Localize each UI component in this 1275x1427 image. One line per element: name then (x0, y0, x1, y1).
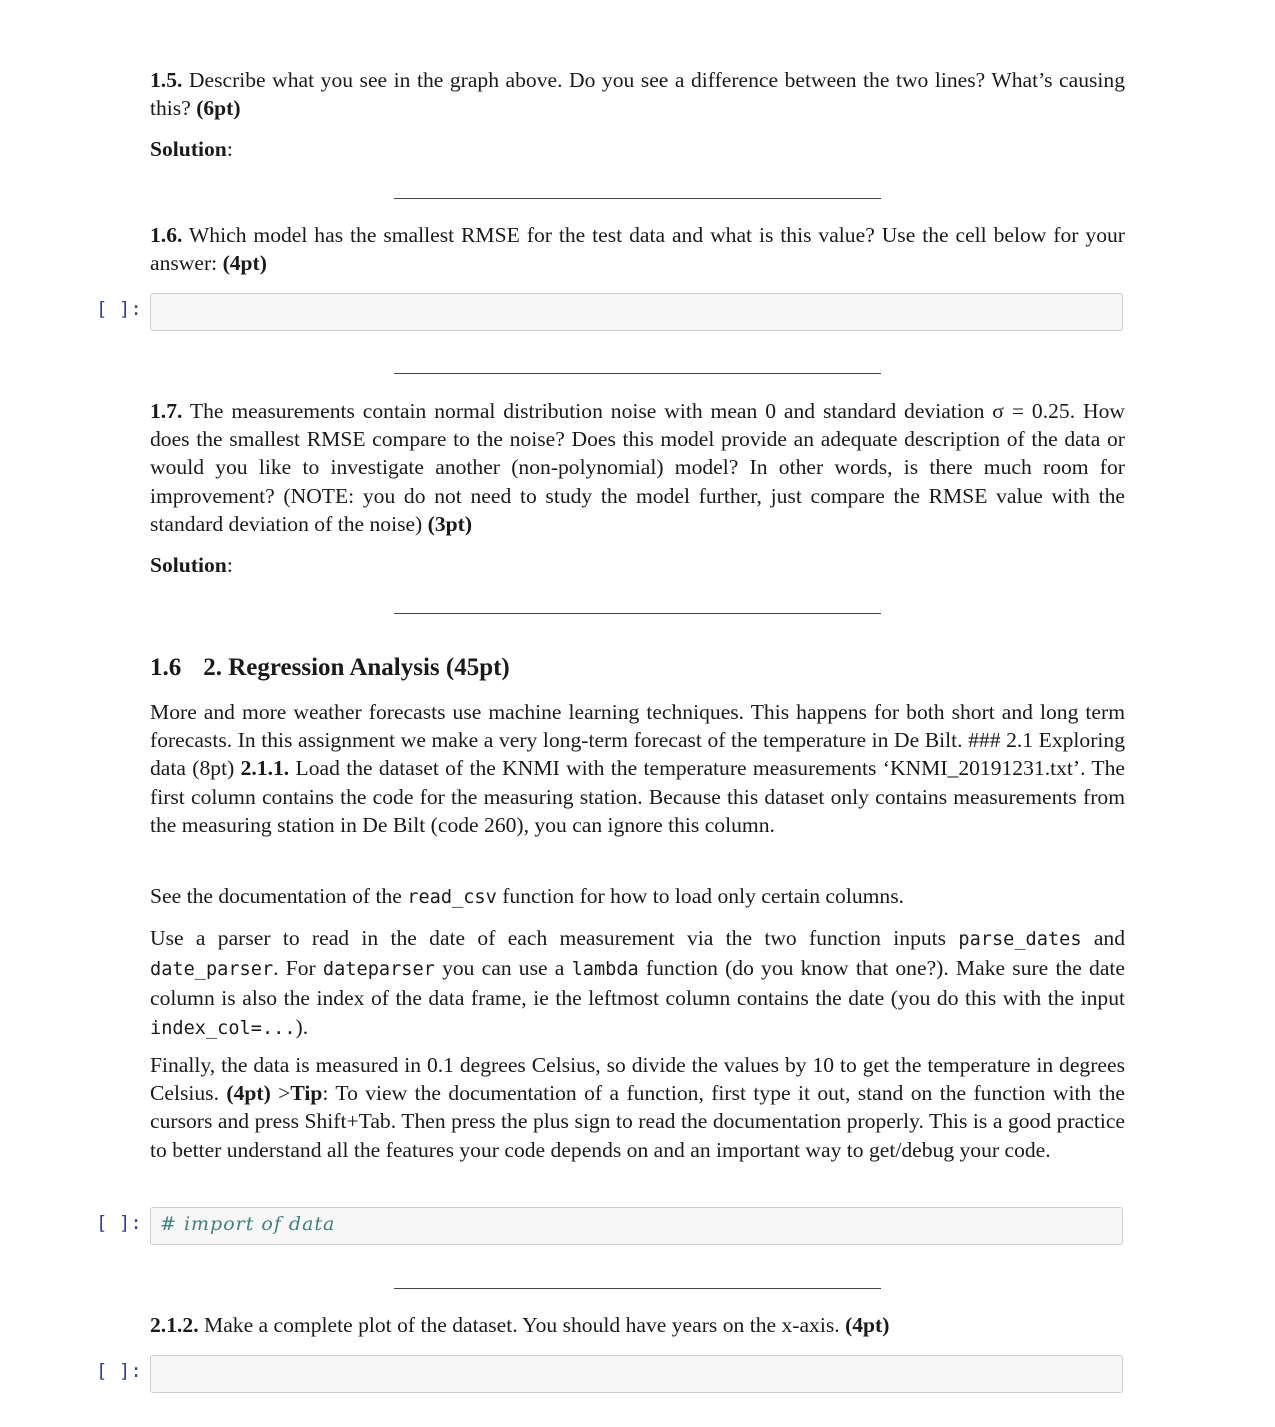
inline-code: dateparser (322, 959, 435, 981)
question-text: The measurements contain normal distribution noise with mean 0 and standard deviation (182, 399, 993, 423)
section-number: 1.6 (150, 654, 182, 681)
code-comment: # import of data (160, 1213, 336, 1235)
divider (394, 1288, 881, 1289)
question-points: (6pt) (196, 96, 241, 121)
question-number: 2.1.2. (150, 1313, 199, 1337)
divider (394, 198, 881, 199)
paragraph-text: See the documentation of the (150, 884, 408, 908)
question-text: Make a complete plot of the dataset. You should have years on the x-axis. (198, 1313, 846, 1337)
paragraph-text: More and more weather forecasts use machine learning techniques. This happens for both short and long term forecasts. In this assignment we make a very long-term forecast of the temperature in De Bilt. ### 2.1 Exploring data (8pt) (150, 700, 1125, 781)
solution-1-5: Solution: (150, 137, 233, 161)
inline-code: read_csv (407, 887, 497, 908)
inline-code: lambda (571, 959, 639, 981)
inline-code: date_parser (150, 959, 274, 981)
paragraph-text: Load the dataset of the KNMI with the temperature measurements ‘KNMI_20191231.txt’. The first column contains the code for the measuring station. Because this dataset only contains measurements from the measuring station in De Bilt (code 260), you can ignore this column. (150, 756, 1125, 837)
paragraph-read-csv (150, 882, 1125, 912)
paragraph-celsius-tip (150, 1051, 1125, 1164)
paragraph-text: : To view the documentation of a function, first type it out, stand on the function with the cursors and press Shift+Tab. Then press the plus sign to read the documentation properly. This is a good practice to better understand all the features your code depends on and an important way to get/debug your code. (150, 1081, 1126, 1162)
paragraph-text: function for how to load only certain columns. (496, 884, 905, 908)
question-1-6 (150, 221, 1125, 277)
divider (394, 613, 881, 614)
paragraph-text: Use a parser to read in the date of each measurement via the two function inputs (150, 926, 959, 950)
cell-prompt: [ ]: (96, 298, 142, 320)
paragraph-text: function (do you know that one?). Make sure the date column is also the index of the data frame, ie the leftmost column contains the date (you do this with the input (150, 956, 1125, 1011)
question-points: (4pt) (226, 1081, 271, 1106)
section-title: 2. Regression Analysis (45pt) (203, 654, 510, 681)
question-points: (3pt) (427, 511, 473, 536)
question-number: 2.1.1. (240, 756, 290, 781)
section-heading (150, 652, 510, 684)
question-text: Describe what you see in the graph above. Do you see a difference between the two lines? What’s causing this? (150, 68, 1125, 121)
paragraph-text: . For (273, 956, 323, 981)
code-cell-answer-1-6[interactable] (150, 293, 1123, 331)
sigma-value: σ = 0.25 (992, 399, 1070, 423)
inline-code: parse_dates (958, 929, 1082, 950)
paragraph-intro (150, 698, 1125, 839)
paragraph-text: you can use a (434, 956, 572, 981)
question-text-cont: . How does the smallest RMSE compare to the noise? Does this model provide an adequate description of the data or would you like to investigate another (non-polynomial) model? In other words, is there much room for improvement? (NOTE: you do not need to study the model further, just compare the RMSE value with the standard deviation of the noise) (150, 399, 1125, 536)
code-cell-plot[interactable] (150, 1355, 1123, 1393)
paragraph-text: ). (295, 1014, 309, 1039)
question-number: 1.7. (150, 399, 183, 423)
tip-label: Tip (290, 1081, 323, 1106)
question-points: (4pt) (222, 251, 267, 276)
paragraph-text: Finally, the data is measured in 0.1 degrees Celsius, so divide the values by 10 to get the temperature in degrees Celsius. (150, 1053, 1125, 1106)
cell-prompt: [ ]: (96, 1360, 142, 1382)
code-cell-import[interactable] (150, 1207, 1123, 1245)
solution-1-7: Solution: (150, 553, 233, 577)
inline-code: index_col=... (150, 1017, 296, 1039)
solution-label: Solution (150, 553, 227, 577)
question-1-7 (150, 397, 1125, 538)
solution-label: Solution (150, 137, 227, 161)
question-number: 1.5. (150, 68, 183, 92)
cell-prompt: [ ]: (96, 1212, 142, 1234)
paragraph-text: > (270, 1081, 291, 1106)
question-1-5 (150, 66, 1125, 122)
question-text: Which model has the smallest RMSE for the test data and what is this value? Use the cell below for your answer: (150, 223, 1125, 276)
paragraph-text: and (1081, 926, 1125, 950)
question-number: 1.6. (150, 223, 183, 247)
question-points: (4pt) (845, 1313, 890, 1337)
paragraph-parser (150, 924, 1125, 1043)
question-2-1-2 (150, 1311, 1125, 1339)
divider (394, 373, 881, 374)
